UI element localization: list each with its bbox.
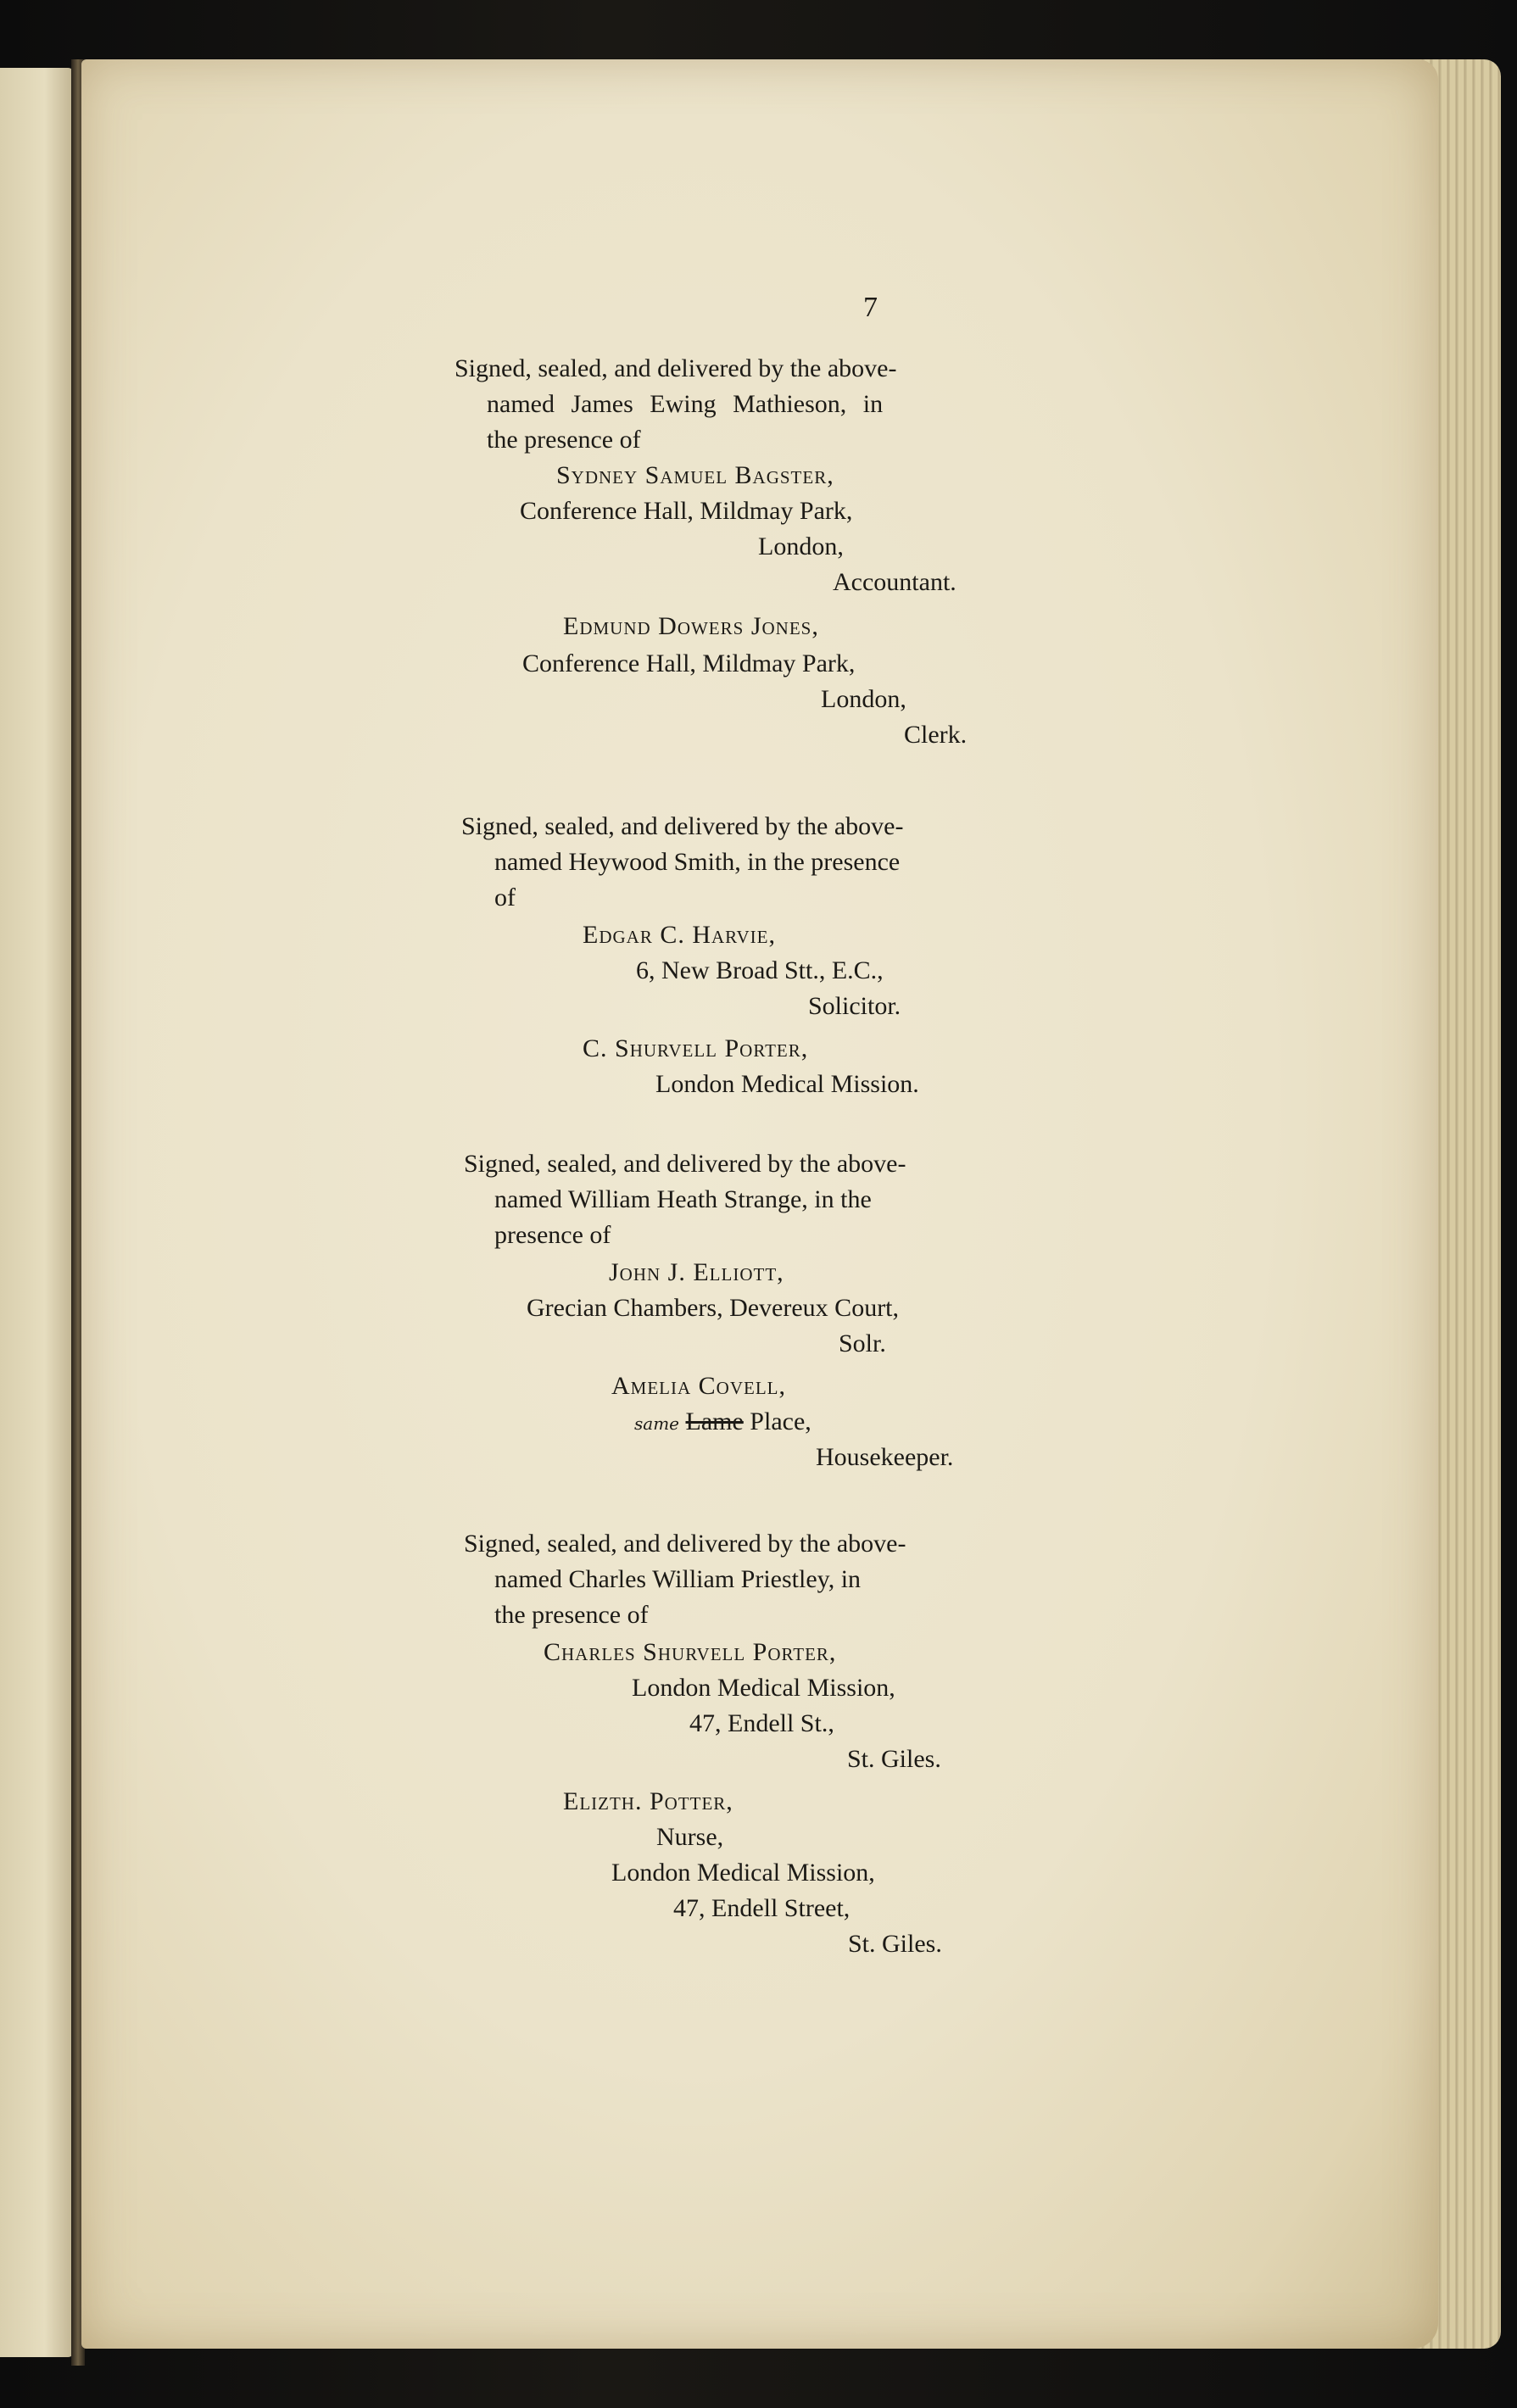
witness-address: St. Giles. [847,1745,941,1773]
left-page-edge [0,68,75,2357]
witness-occupation: Clerk. [904,721,968,749]
witness-name: John J. Elliott, [609,1258,784,1286]
witness-occupation: Solicitor. [808,992,901,1020]
witness-name: Charles Shurvell Porter, [544,1638,837,1666]
witness-address: London, [758,532,844,560]
attestation-line: the presence of [494,1601,649,1629]
witness-address: 47, Endell St., [689,1709,834,1737]
witness-name: Elizth. Potter, [563,1787,733,1815]
struck-word: Lame [685,1407,744,1435]
witness-address: 6, New Broad Stt., E.C., [636,956,884,984]
witness-occupation: Nurse, [656,1823,724,1851]
witness-name: Edgar C. Harvie, [583,921,776,949]
witness-occupation: Solr. [839,1329,886,1357]
address-suffix: Place, [750,1407,811,1435]
witness-name: C. Shurvell Porter, [583,1034,809,1062]
attestation-line: named William Heath Strange, in the [494,1185,872,1213]
witness-address: London, [821,685,906,713]
attestation-line: of [494,883,516,911]
attestation-line: named James Ewing Mathieson, in [487,390,884,418]
attestation-line: Signed, sealed, and delivered by the above- [464,1150,906,1178]
attestation-line: presence of [494,1221,611,1249]
page-number: 7 [863,292,878,323]
witness-address: Conference Hall, Mildmay Park, [520,497,853,525]
witness-address: London Medical Mission, [611,1859,875,1887]
witness-name: Amelia Covell, [611,1372,786,1400]
attestation-line: Signed, sealed, and delivered by the above- [464,1530,906,1558]
witness-address: Conference Hall, Mildmay Park, [522,649,856,677]
witness-address: St. Giles. [848,1930,942,1958]
attestation-line: named Charles William Priestley, in [494,1565,862,1593]
witness-address: Grecian Chambers, Devereux Court, [527,1294,900,1322]
document-page [81,59,1438,2349]
attestation-line: Signed, sealed, and delivered by the above- [461,812,904,840]
witness-name: Sydney Samuel Bagster, [556,461,834,489]
handwritten-correction: same [634,1413,679,1434]
attestation-line: the presence of [487,426,641,454]
witness-occupation: Housekeeper. [816,1443,954,1471]
witness-occupation: Accountant. [833,568,956,596]
attestation-line: named Heywood Smith, in the presence [494,848,901,876]
witness-address: 47, Endell Street, [673,1894,851,1922]
attestation-line: Signed, sealed, and delivered by the above- [455,354,897,382]
witness-address: London Medical Mission. [655,1070,919,1098]
witness-name: Edmund Dowers Jones, [563,612,819,640]
witness-address [634,1404,811,1441]
witness-address: London Medical Mission, [632,1674,895,1702]
